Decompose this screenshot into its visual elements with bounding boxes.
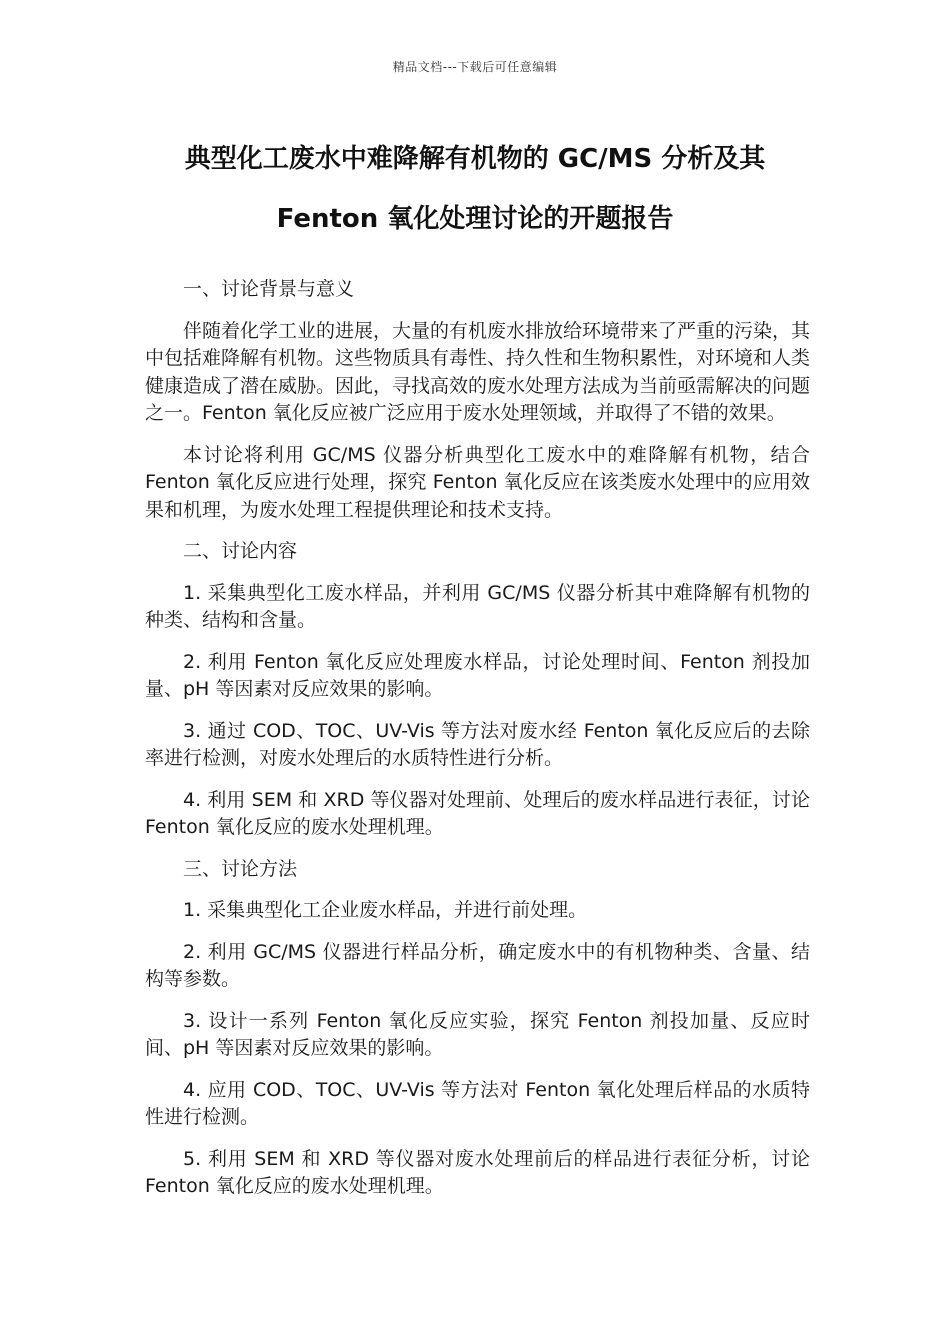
content-item-4: 4. 利用 SEM 和 XRD 等仪器对处理前、处理后的废水样品进行表征，讨论 Fenton 氧化反应的废水处理机理。 xyxy=(145,788,810,838)
document-title-line-2: Fenton 氧化处理讨论的开题报告 xyxy=(276,204,674,234)
method-item-2: 2. 利用 GC/MS 仪器进行样品分析，确定废水中的有机物种类、含量、结构等参数。 xyxy=(145,940,810,990)
content-item-1: 1. 采集典型化工废水样品，并利用 GC/MS 仪器分析其中难降解有机物的种类、结构和含量。 xyxy=(145,581,810,631)
header-note: 精品文档---下载后可任意编辑 xyxy=(392,60,558,74)
section-heading-background: 一、讨论背景与意义 xyxy=(183,278,355,300)
method-item-3: 3. 设计一系列 Fenton 氧化反应实验，探究 Fenton 剂投加量、反应时间、pH 等因素对反应效果的影响。 xyxy=(145,1009,810,1059)
method-item-5: 5. 利用 SEM 和 XRD 等仪器对废水处理前后的样品进行表征分析，讨论 Fenton 氧化反应的废水处理机理。 xyxy=(145,1147,810,1197)
document-body xyxy=(145,276,810,1215)
paragraph-purpose: 本讨论将利用 GC/MS 仪器分析典型化工废水中的难降解有机物，结合 Fenton 氧化反应进行处理，探究 Fenton 氧化反应在该类废水处理中的应用效果和机理，为废水处理工程提供理论和技术支持。 xyxy=(145,443,810,521)
method-item-4: 4. 应用 COD、TOC、UV-Vis 等方法对 Fenton 氧化处理后样品的水质特性进行检测。 xyxy=(145,1078,810,1128)
document-title-line-1: 典型化工废水中难降解有机物的 GC/MS 分析及其 xyxy=(184,144,766,174)
content-item-2: 2. 利用 Fenton 氧化反应处理废水样品，讨论处理时间、Fenton 剂投加量、pH 等因素对反应效果的影响。 xyxy=(145,650,810,700)
content-item-3: 3. 通过 COD、TOC、UV-Vis 等方法对废水经 Fenton 氧化反应后的去除率进行检测，对废水处理后的水质特性进行分析。 xyxy=(145,719,810,769)
section-heading-content: 二、讨论内容 xyxy=(183,540,298,562)
method-item-1: 1. 采集典型化工企业废水样品，并进行前处理。 xyxy=(183,899,588,921)
section-heading-methods: 三、讨论方法 xyxy=(183,857,298,880)
paragraph-background: 伴随着化学工业的进展，大量的有机废水排放给环境带来了严重的污染，其中包括难降解有机物。这些物质具有毒性、持久性和生物积累性，对环境和人类健康造成了潜在威胁。因此，寻找高效的废水处理方法成为当前亟需解决的问题之一。Fenton 氧化反应被广泛应用于废水处理领域，并取得了不错的效果。 xyxy=(145,319,811,424)
